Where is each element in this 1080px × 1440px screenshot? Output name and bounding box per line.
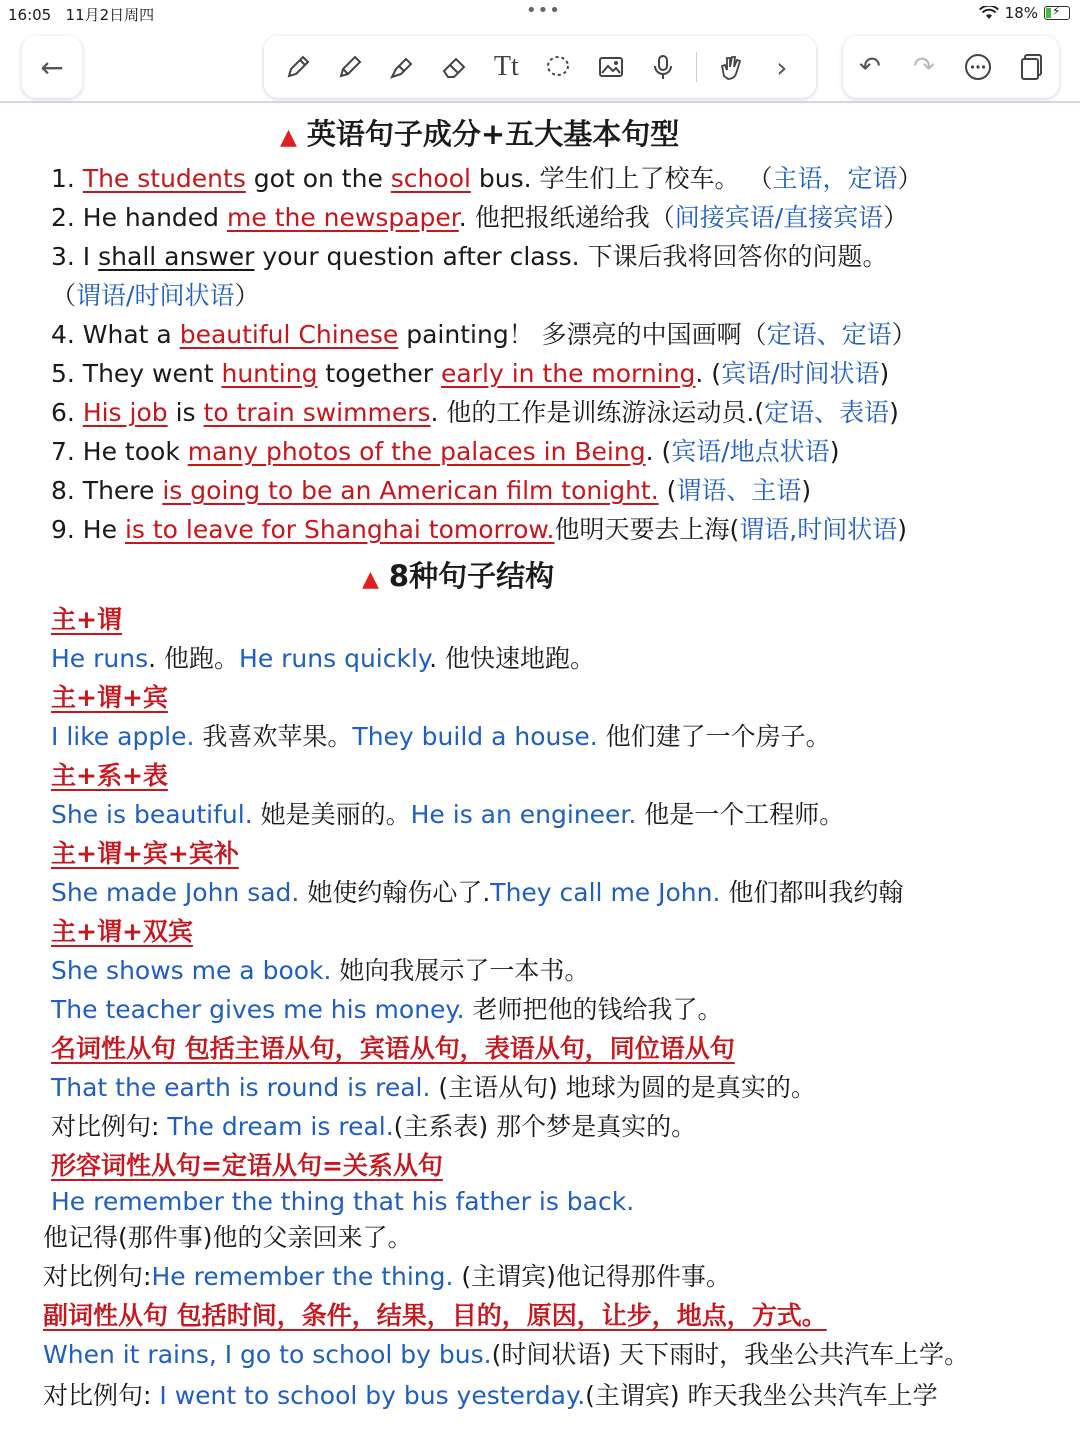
example-sentence-6: 6. His job is to train swimmers. 他的工作是训练游泳运动员.(定语、表语) [51, 398, 899, 427]
battery-icon: ⚡ [1044, 6, 1070, 20]
structure-heading-svoc: 主+谓+宾+宾补 [51, 839, 239, 868]
structure-heading-svo: 主+谓+宾 [51, 683, 168, 712]
lasso-tool-icon[interactable] [539, 48, 577, 86]
section-title-sentence-elements: ▲ 英语句子成分+五大基本句型 [280, 117, 680, 151]
toolbar-divider [0, 101, 1080, 103]
structure-example-svo: I like apple. 我喜欢苹果。They build a house. 他们建了一个房子。 [51, 722, 831, 751]
structure-example-adjective-clause: He remember the thing that his father is back. [51, 1187, 635, 1216]
redo-icon[interactable]: ↷ [913, 52, 935, 82]
example-sentence-3-annotation: （谓语/时间状语） [51, 281, 260, 310]
structure-example-adjective-clause-compare: 对比例句:He remember the thing. (主谓宾)他记得那件事。 [43, 1262, 731, 1291]
example-sentence-2: 2. He handed me the newspaper. 他把报纸递给我（间接宾语/直接宾语） [51, 203, 909, 232]
example-sentence-8: 8. There is going to be an American film tonight. (谓语、主语) [51, 476, 812, 505]
example-sentence-9: 9. He is to leave for Shanghai tomorrow.他明天要去上海(谓语,时间状语) [51, 515, 907, 544]
more-options-icon[interactable] [959, 48, 997, 86]
eraser-tool-icon[interactable] [435, 48, 473, 86]
pages-icon[interactable] [1013, 48, 1051, 86]
structure-heading-svc: 主+系+表 [51, 761, 168, 790]
history-palette [843, 36, 1059, 98]
example-sentence-4: 4. What a beautiful Chinese painting！ 多漂亮的中国画啊（定语、定语） [51, 320, 917, 349]
example-sentence-5: 5. They went hunting together early in the morning. (宾语/时间状语) [51, 359, 890, 388]
text-tool-icon[interactable]: Tt [493, 51, 519, 82]
pen-tool-icon[interactable] [279, 48, 317, 86]
section-title-sentence-structures: ▲ 8种句子结构 [362, 559, 555, 593]
note-toolbar [0, 36, 1080, 98]
structure-example-adjective-clause-translation: 他记得(那件事)他的父亲回来了。 [43, 1223, 413, 1252]
warning-triangle-icon: ▲ [362, 567, 379, 592]
example-sentence-3: 3. I shall answer your question after class. 下课后我将回答你的问题。 [51, 242, 888, 271]
structure-heading-svoo: 主+谓+双宾 [51, 917, 193, 946]
structure-example-adverb-clause-compare: 对比例句: I went to school by bus yesterday.(主谓宾) 昨天我坐公共汽车上学 [43, 1381, 938, 1410]
example-sentence-1: 1. The students got on the school bus. 学生们上了校车。 （主语，定语） [51, 164, 923, 193]
structure-example-svc: She is beautiful. 她是美丽的。He is an engineer. 他是一个工程师。 [51, 800, 845, 829]
structure-heading-noun-clause: 名词性从句 包括主语从句，宾语从句，表语从句，同位语从句 [51, 1034, 735, 1063]
undo-icon[interactable]: ↶ [859, 52, 881, 82]
structure-example-svoo-1: She shows me a book. 她向我展示了一本书。 [51, 956, 590, 985]
status-date: 11月2日周四 [65, 6, 155, 24]
structure-heading-adjective-clause: 形容词性从句=定语从句=关系从句 [51, 1151, 443, 1180]
more-tools-chevron-icon[interactable]: › [776, 50, 788, 84]
microphone-tool-icon[interactable] [644, 48, 682, 86]
structure-example-noun-clause: That the earth is round is real. (主语从句) 地球为圆的是真实的。 [51, 1073, 816, 1102]
example-sentence-7: 7. He took many photos of the palaces in Being. (宾语/地点状语) [51, 437, 840, 466]
toolbar-separator [696, 52, 697, 82]
structure-example-sv: He runs. 他跑。He runs quickly. 他快速地跑。 [51, 644, 596, 673]
multitask-dots-icon[interactable]: ••• [526, 0, 561, 21]
back-arrow-icon: ← [40, 50, 64, 84]
hand-touch-tool-icon[interactable] [711, 48, 749, 86]
structure-example-svoo-2: The teacher gives me his money. 老师把他的钱给我了。 [51, 995, 723, 1024]
back-button[interactable] [22, 36, 82, 98]
pencil-tool-icon[interactable] [331, 48, 369, 86]
warning-triangle-icon: ▲ [280, 125, 297, 150]
status-bar [0, 0, 1080, 26]
tool-palette [264, 36, 816, 98]
structure-heading-sv: 主+谓 [51, 605, 122, 634]
battery-percent: 18% [1004, 4, 1038, 22]
structure-heading-adverb-clause: 副词性从句 包括时间，条件，结果，目的，原因，让步，地点，方式。 [43, 1301, 827, 1330]
structure-example-svoc: She made John sad. 她使约翰伤心了.They call me John. 他们都叫我约翰 [51, 878, 904, 907]
structure-example-adverb-clause: When it rains, I go to school by bus.(时间状语) 天下雨时，我坐公共汽车上学。 [43, 1340, 970, 1369]
wifi-icon [979, 6, 999, 20]
structure-example-noun-clause-compare: 对比例句: The dream is real.(主系表) 那个梦是真实的。 [51, 1112, 697, 1141]
highlighter-tool-icon[interactable] [383, 48, 421, 86]
status-time: 16:05 11月2日周四 [8, 6, 155, 24]
image-tool-icon[interactable] [592, 48, 630, 86]
